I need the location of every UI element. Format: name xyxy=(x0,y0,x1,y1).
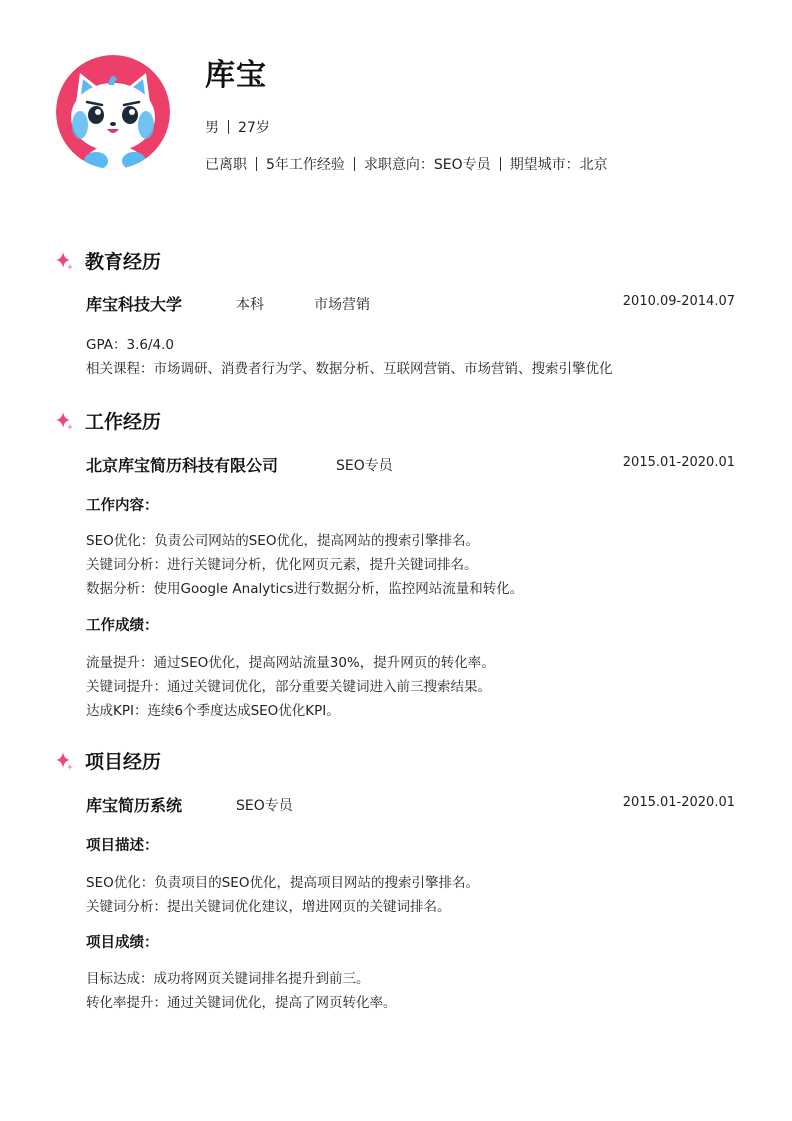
project-result-heading: 项目成绩： xyxy=(86,935,159,951)
list-item: 关键词分析：进行关键词分析，优化网页元素，提升关键词排名。 xyxy=(86,557,478,573)
section-title: 工作经历 xyxy=(85,411,162,433)
courses: 相关课程：市场调研、消费者行为学、数据分析、互联网营销、市场营销、搜索引擎优化 xyxy=(86,361,613,377)
project-role: SEO专员 xyxy=(236,798,293,814)
project-entry xyxy=(86,793,735,815)
candidate-name: 库宝 xyxy=(205,58,267,93)
basic-info xyxy=(205,117,270,137)
list-item: 目标达成：成功将网页关键词排名提升到前三。 xyxy=(86,971,370,987)
list-item: 转化率提升：通过关键词优化，提高了网页转化率。 xyxy=(86,995,397,1011)
degree: 本科 xyxy=(236,297,264,313)
list-item: 关键词提升：通过关键词优化，部分重要关键词进入前三搜索结果。 xyxy=(86,679,491,695)
gender: 男 xyxy=(205,120,219,136)
list-item: 流量提升：通过SEO优化，提高网站流量30%，提升网页的转化率。 xyxy=(86,655,495,671)
education-date: 2010.09-2014.07 xyxy=(622,294,735,309)
section-education xyxy=(54,247,161,274)
divider xyxy=(256,157,257,171)
section-title: 项目经历 xyxy=(85,751,162,773)
list-item: SEO优化：负责公司网站的SEO优化，提高网站的搜索引擎排名。 xyxy=(86,533,479,549)
sparkle-icon xyxy=(54,751,74,771)
work-date: 2015.01-2020.01 xyxy=(622,455,735,470)
job-intent: 求职意向：SEO专员 xyxy=(363,157,491,173)
age: 27岁 xyxy=(238,120,270,136)
gpa: GPA：3.6/4.0 xyxy=(86,337,174,353)
divider xyxy=(354,157,355,171)
school-name: 库宝科技大学 xyxy=(86,295,183,314)
major: 市场营销 xyxy=(314,297,370,313)
list-item: 关键词分析：提出关键词优化建议，增进网页的关键词排名。 xyxy=(86,899,451,915)
work-position: SEO专员 xyxy=(336,458,393,474)
divider xyxy=(228,120,229,134)
section-title: 教育经历 xyxy=(85,251,162,273)
section-work xyxy=(54,407,161,434)
work-content-heading: 工作内容： xyxy=(86,498,159,514)
list-item: 数据分析：使用Google Analytics进行数据分析，监控网站流量和转化。 xyxy=(86,581,524,597)
work-entry xyxy=(86,453,735,475)
company-name: 北京库宝简历科技有限公司 xyxy=(86,456,279,475)
project-name: 库宝简历系统 xyxy=(86,796,183,815)
employment-status: 已离职 xyxy=(205,157,247,173)
project-date: 2015.01-2020.01 xyxy=(622,795,735,810)
list-item: 达成KPI：连续6个季度达成SEO优化KPI。 xyxy=(86,703,340,719)
experience-years: 5年工作经验 xyxy=(266,157,345,173)
section-project xyxy=(54,747,161,774)
list-item: SEO优化：负责项目的SEO优化，提高项目网站的搜索引擎排名。 xyxy=(86,875,479,891)
work-result-heading: 工作成绩： xyxy=(86,618,159,634)
divider xyxy=(500,157,501,171)
expected-city: 期望城市：北京 xyxy=(509,157,608,173)
project-desc-heading: 项目描述： xyxy=(86,838,159,854)
avatar xyxy=(56,55,170,169)
sparkle-icon xyxy=(54,411,74,431)
sparkle-icon xyxy=(54,251,74,271)
education-entry xyxy=(86,292,735,314)
job-info xyxy=(205,154,608,174)
